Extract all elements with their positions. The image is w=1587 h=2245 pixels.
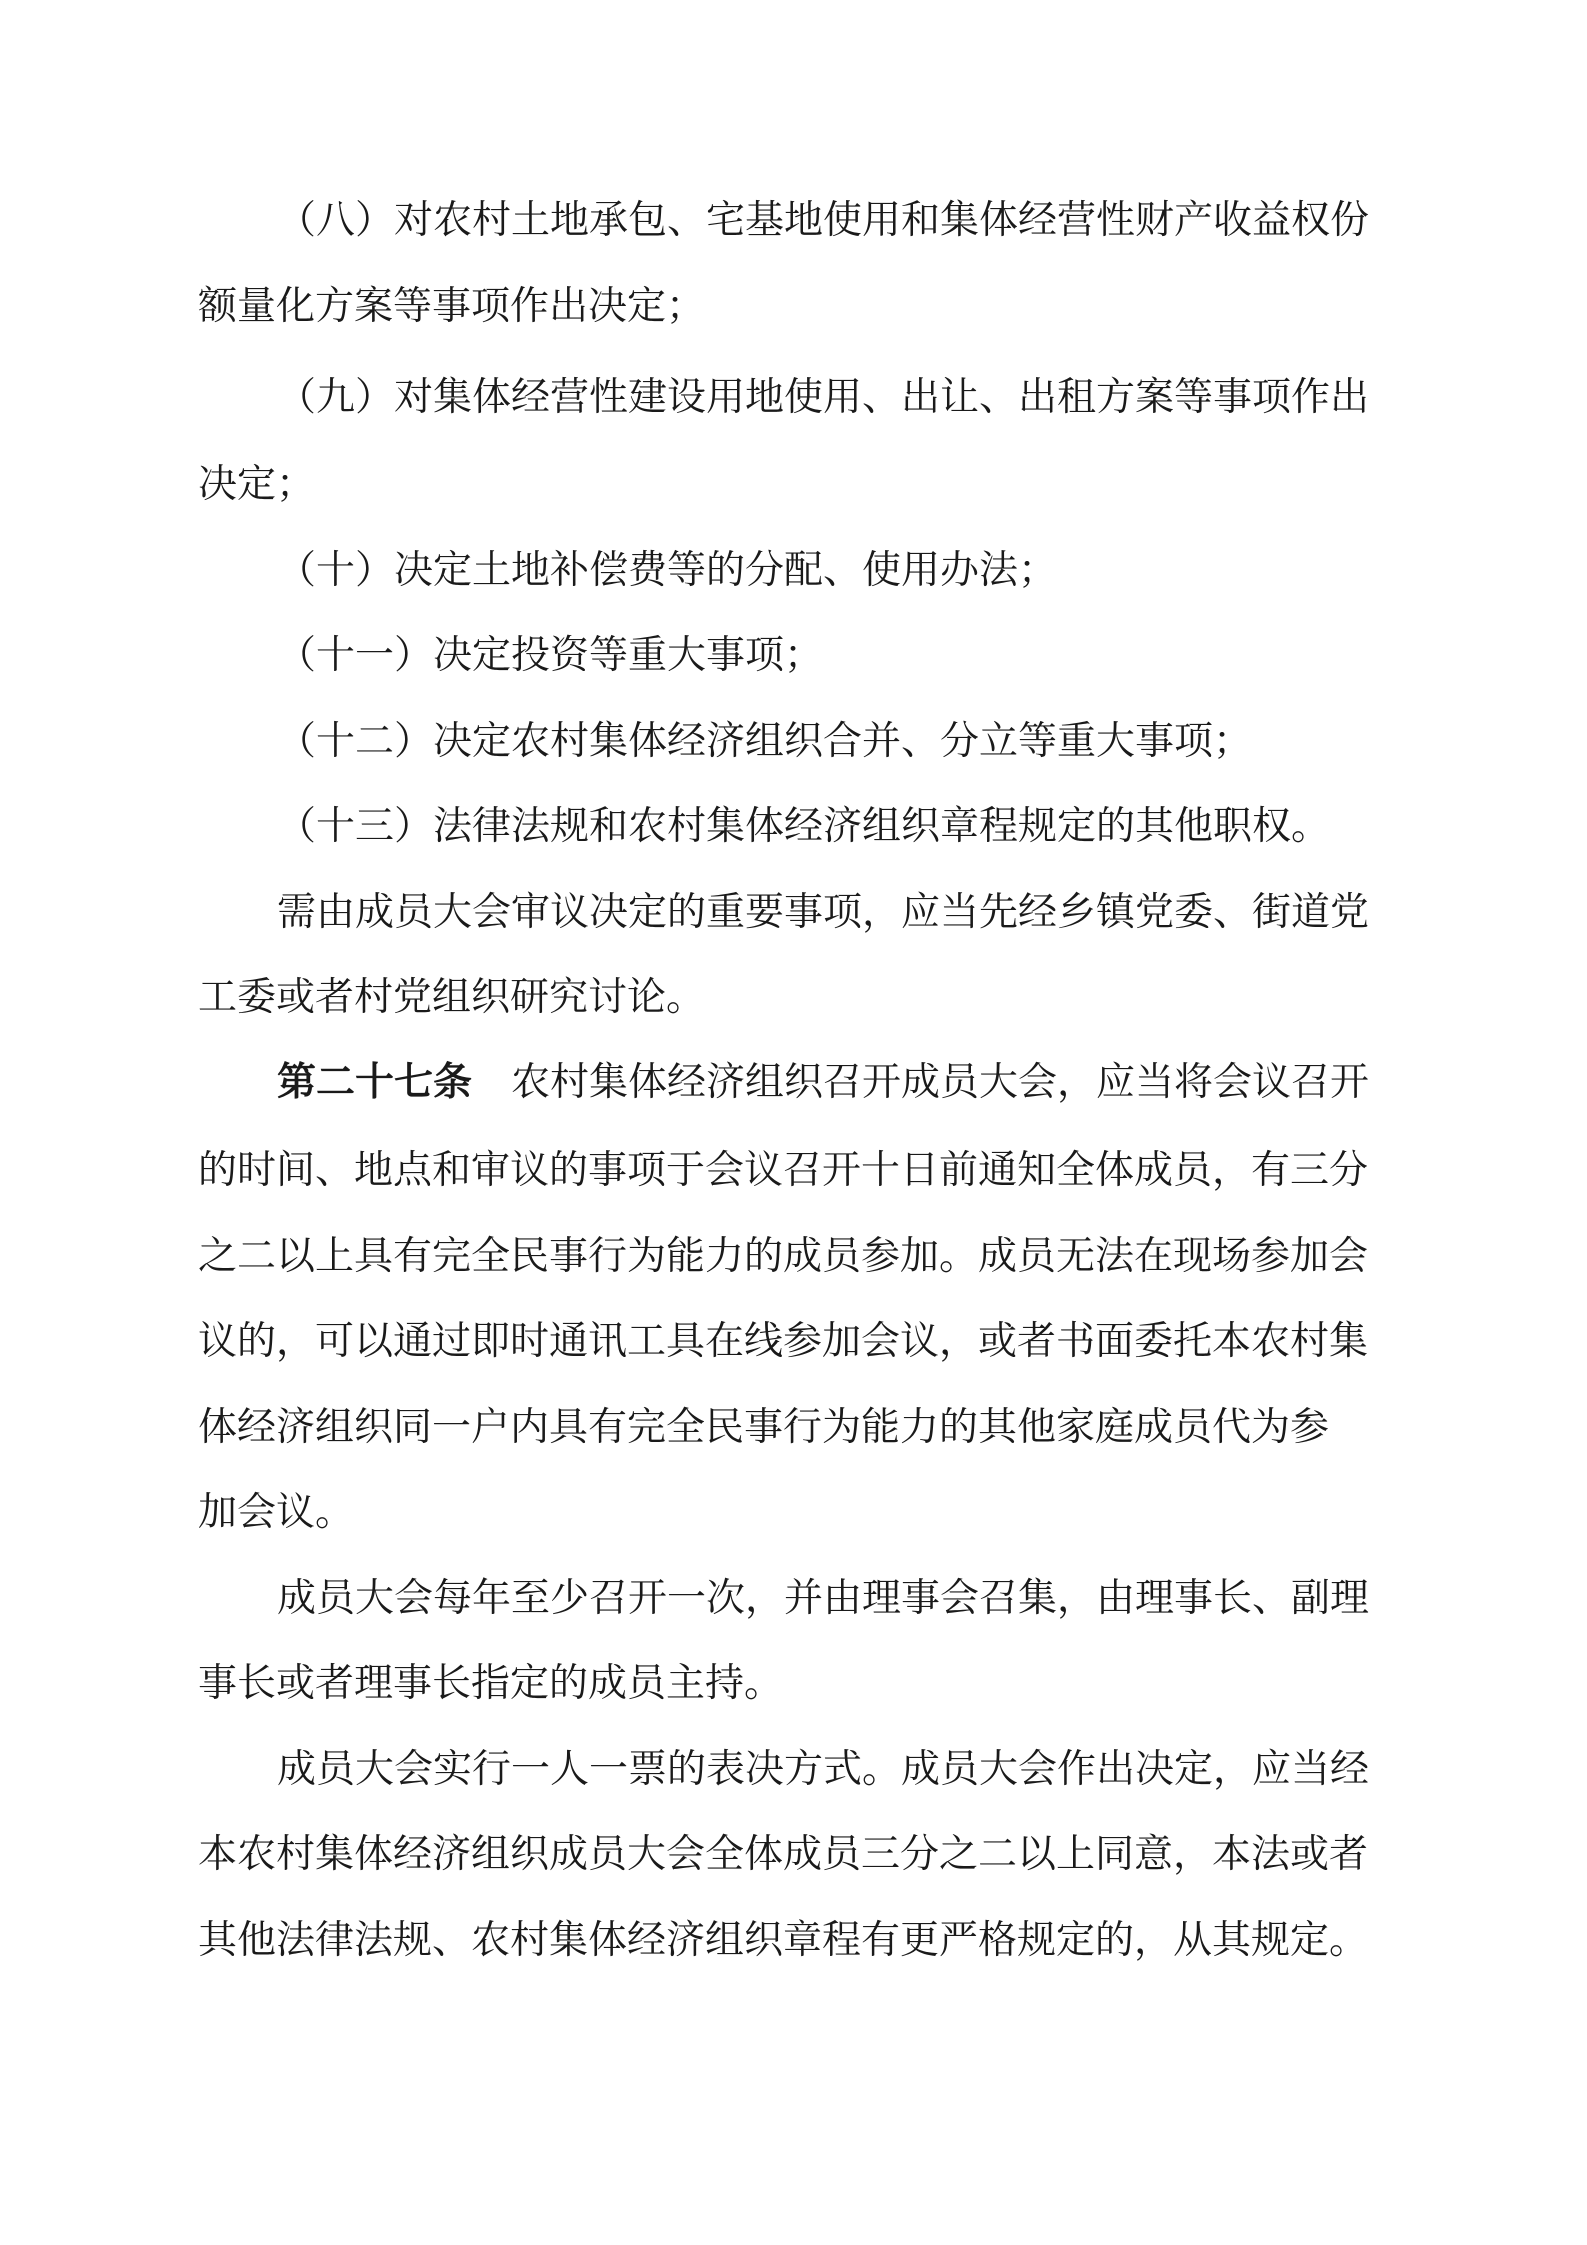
paragraph-line: 体经济组织同一户内具有完全民事行为能力的其他家庭成员代为参 — [198, 1405, 1330, 1450]
paragraph-line: （十二）决定农村集体经济组织合并、分立等重大事项； — [277, 719, 1253, 764]
article-heading: 第二十七条 — [277, 1060, 473, 1105]
paragraph-line: 需由成员大会审议决定的重要事项，应当先经乡镇党委、街道党 — [277, 890, 1370, 935]
paragraph-line: 决定； — [198, 462, 316, 507]
paragraph-line: （八）对农村土地承包、宅基地使用和集体经营性财产收益权份 — [277, 198, 1370, 243]
article-27-first-line — [277, 1053, 1398, 1113]
article-text: 农村集体经济组织召开成员大会，应当将会议召开 — [511, 1060, 1370, 1105]
paragraph-line: 议的，可以通过即时通讯工具在线参加会议，或者书面委托本农村集 — [198, 1319, 1369, 1364]
paragraph-line: 额量化方案等事项作出决定； — [198, 284, 706, 329]
paragraph-line: 其他法律法规、农村集体经济组织章程有更严格规定的，从其规定。 — [198, 1918, 1369, 1963]
paragraph-line: 工委或者村党组织研究讨论。 — [198, 975, 706, 1020]
paragraph-line: 成员大会实行一人一票的表决方式。成员大会作出决定，应当经 — [277, 1747, 1370, 1792]
paragraph-line: 事长或者理事长指定的成员主持。 — [198, 1661, 784, 1706]
paragraph-line: （九）对集体经营性建设用地使用、出让、出租方案等事项作出 — [277, 375, 1370, 420]
paragraph-line: （十三）法律法规和农村集体经济组织章程规定的其他职权。 — [277, 804, 1331, 849]
paragraph-line: 的时间、地点和审议的事项于会议召开十日前通知全体成员，有三分 — [198, 1148, 1369, 1193]
paragraph-line: 本农村集体经济组织成员大会全体成员三分之二以上同意，本法或者 — [198, 1832, 1369, 1877]
paragraph-line: 加会议。 — [198, 1490, 355, 1535]
paragraph-line: 之二以上具有完全民事行为能力的成员参加。成员无法在现场参加会 — [198, 1234, 1369, 1279]
paragraph-line: （十）决定土地补偿费等的分配、使用办法； — [277, 548, 1058, 593]
paragraph-line: （十一）决定投资等重大事项； — [277, 633, 824, 678]
paragraph-line: 成员大会每年至少召开一次，并由理事会召集，由理事长、副理 — [277, 1576, 1370, 1621]
